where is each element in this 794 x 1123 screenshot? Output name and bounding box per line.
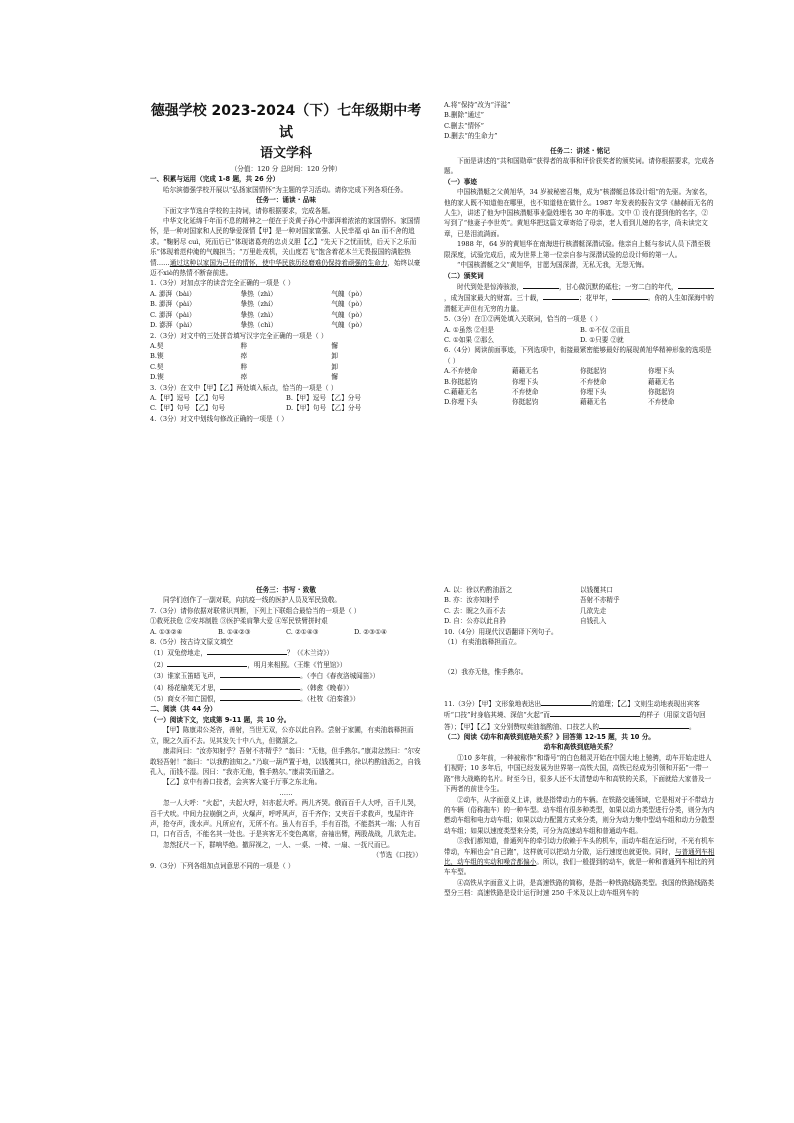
- option-line[interactable]: D.删去“的生命力”: [444, 132, 498, 141]
- option-row[interactable]: [150, 393, 422, 403]
- exam-subject: 语文学科: [259, 146, 312, 161]
- award-text: ；花甲年，: [578, 294, 612, 303]
- option-cell: D.你埋下头: [444, 398, 478, 407]
- option-cell: C.契: [150, 362, 164, 371]
- task-heading: 任务一：诵读 · 品味: [256, 196, 316, 205]
- story-paragraph: 1988 年，64 岁的黄旭华在南海进行核潜艇深潜试验。他亲自上艇与参试人员下潜至极限深度，试验完成后，成为世界上第一位亲自参与深潜试验的总设计师的第一人。: [444, 240, 711, 259]
- task-intro: 同学们创作了一副对联，向抗疫一线的医护人员及军民致敬。: [163, 596, 342, 605]
- sub-heading: （二）颁奖词: [444, 271, 484, 280]
- sub-heading: （一）阅读下文，完成第 9-11 题，共 10 分。: [150, 715, 291, 724]
- option-cell: 你挺起钧: [648, 387, 675, 396]
- option-cell: 你埋下头: [512, 377, 539, 386]
- option-cell: 自钱孔入: [580, 617, 607, 626]
- task-heading: 任务三：书写 · 致敬: [256, 586, 316, 594]
- option-cell: D.【甲】句号 【乙】分号: [286, 404, 362, 413]
- option-row[interactable]: [150, 289, 422, 299]
- fill-blank[interactable]: [167, 659, 247, 667]
- option-cell: 粹: [240, 362, 248, 371]
- classical-paragraph: 【甲】陈康肃公尧咨，善射，当世无双，公亦以此自矜。尝射于家圃，有卖油翁释担而立，睨之久而不去。见其发矢十中八九，但微颔之。: [150, 726, 414, 745]
- option-cell: 挚热（chì）: [240, 321, 278, 330]
- couplet-lines: ①救死扶危 ②安邦制胜 ③医护柔肩擎大爱 ④军民铁臂拼时艰: [150, 617, 328, 626]
- option-cell: B. 澎湃（pài）: [150, 300, 196, 309]
- option-row[interactable]: [150, 362, 422, 372]
- question-3: 3.（3分）在文中【甲】【乙】两处填入标点，恰当的一项是（ ）: [150, 383, 338, 392]
- article-title: 动车和高铁到底啥关系？: [543, 743, 617, 752]
- option-line[interactable]: B.删除“通过”: [444, 111, 485, 120]
- poem-fill-line: [150, 693, 422, 704]
- option-line[interactable]: A.将“保持”改为“洋溢”: [444, 101, 511, 109]
- question-text: 的道理；【乙】文则生动地表现出宾客听“口技”时身临其境、深信“火起”而: [444, 699, 700, 720]
- fill-blank[interactable]: [220, 670, 300, 678]
- passage-end: ，始终以豪迈不xiè的热情不断奋前进。: [150, 258, 421, 278]
- article-paragraph: ②动车，从字面意义上讲，就是指带动力的车辆。在铁路交通领域，它是相对于不带动力的车辆（俗称拖车）的一种车型。动车组有很多种类型，如果以动力类型进行分类，则分为内燃动车组和电力动车组；如果以动力配置方式来分类，则分为动力集中型动车组和动力分散型动车组；如果以速度类型来分类，可分为高速动车组和普通动车组。: [444, 795, 715, 835]
- award-text: 时代到处是惊涛骇浪，: [457, 282, 523, 291]
- source-note: （节选《口技》）: [372, 851, 422, 860]
- option-cell: A. ①③②④: [150, 627, 183, 636]
- question-5: 5.（3分）在①②两处填入关联词，恰当的一项是（ ）: [444, 315, 602, 324]
- exam-title: 德强学校 2023-2024（下）七年级期中考试: [150, 103, 422, 141]
- classical-paragraph: 【乙】京中有善口技者，会宾客大宴于厅事之东北角。: [163, 778, 322, 787]
- poem-text: ？（《木兰诗》）: [286, 649, 334, 658]
- poem-text: 。（杜牧《泊秦淮》）: [300, 695, 360, 704]
- question-11: [444, 698, 716, 732]
- question-1: 1.（3分）对加点字的读音完全正确的一项是（ ）: [150, 279, 295, 288]
- option-cell: 你埋下头: [648, 367, 675, 376]
- option-row[interactable]: [444, 377, 716, 387]
- option-cell: A. 以：徐以杓酌油沥之: [444, 586, 513, 594]
- option-row[interactable]: [444, 387, 716, 397]
- classical-paragraph: 康肃问曰：“汝亦知射乎？吾射不亦精乎？”翁曰：“无他，但手熟尔。”康肃忿然曰：“尔安敢轻吾射！”翁曰：“以我酌油知之。”乃取一葫芦置于地，以钱覆其口，徐以杓酌油沥之，自钱孔入，而钱不湿。因曰：“我亦无他，惟手熟尔。”康肃笑而遣之。: [150, 747, 421, 776]
- left-bottom-column: [150, 585, 422, 871]
- option-cell: C. ①如果 ②那么: [444, 335, 494, 344]
- fill-blank[interactable]: [599, 721, 689, 729]
- option-cell: 挚热（zhì）: [240, 289, 277, 298]
- right-bottom-column: [444, 585, 716, 899]
- option-row[interactable]: [150, 310, 422, 320]
- article-paragraph: [444, 836, 716, 878]
- option-row[interactable]: [150, 320, 422, 330]
- question-9: 9.（3分）下列各组加点词意思不同的一项是（ ）: [150, 861, 295, 870]
- option-cell: 挚热（zhì）: [240, 310, 277, 319]
- classical-paragraph: 忽然抚尺一下，群响毕绝。撤屏视之，一人、一桌、一椅、一扇、一抚尺而已。: [163, 840, 394, 849]
- sub-heading: （二）阅读《动车和高铁到底啥关系？》回答第 12-15 题，共 10 分。: [444, 733, 655, 742]
- answer-space[interactable]: [444, 678, 716, 698]
- option-cell: 你埋下头: [580, 387, 607, 396]
- option-cell: 气魄（pò）: [331, 310, 366, 319]
- fill-blank[interactable]: [207, 647, 287, 655]
- option-cell: 你挺起钧: [512, 398, 539, 407]
- option-row[interactable]: [150, 341, 422, 351]
- option-cell: B. ①④②③: [218, 627, 251, 636]
- fill-blank[interactable]: [612, 292, 648, 300]
- option-row[interactable]: [150, 403, 422, 413]
- poem-fill-line: [150, 682, 422, 693]
- story-paragraph: “中国核潜艇之父”黄旭华，甘愿为国深潜，无私无我，无怨无悔。: [457, 261, 649, 270]
- left-top-column: [150, 100, 422, 424]
- section-heading: 二、阅读（共 44 分）: [150, 705, 217, 714]
- option-cell: 不弃使命: [580, 377, 607, 386]
- fill-blank[interactable]: [541, 698, 591, 706]
- option-cell: 以钱覆其口: [580, 586, 613, 594]
- option-cell: B.你挺起钧: [444, 377, 478, 386]
- option-cell: 不弃使命: [648, 398, 675, 407]
- option-cell: B. 亦：汝亦知射乎: [444, 596, 500, 605]
- option-cell: D. 自：公亦以此自矜: [444, 617, 506, 626]
- article-paragraph: ①10 多年前，一种被称作“和谐号”的白色精灵开始在中国大地上驰骋，动车开始走进人们视野；10 多年后，中国已经发展为世界第一高铁大国，高铁已经成为引领和开拓“一带一路”伟大战略的名片。时至今日，很多人还不太清楚动车和高铁的关系，下面就给大家普及一下两者的前世今生。: [444, 753, 712, 794]
- fill-blank[interactable]: [220, 693, 300, 701]
- option-cell: A.契: [150, 341, 164, 350]
- question-2: 2.（3分）对文中的三处拼音填写汉字完全正确的一项是（ ）: [150, 331, 328, 340]
- option-cell: 粹: [240, 341, 248, 350]
- poem-text: 。（李白《春夜洛城闻笛》）: [300, 672, 380, 681]
- option-cell: A. 澎湃（bài）: [150, 289, 196, 298]
- option-row[interactable]: [444, 585, 716, 595]
- award-text: ，成为国家最大的财富。三十载，: [444, 294, 543, 303]
- article-paragraph: ④高铁从字面意义上讲，是高速铁路的简称，是指一种铁路线路类型。我国的铁路线路类型分三档：高速铁路是设计运行时速 250 千米及以上动车组列车的: [444, 878, 715, 898]
- option-cell: D. ①只要 ②就: [580, 335, 624, 344]
- option-cell: C. 澎湃（pài）: [150, 310, 196, 319]
- poem-fill-line: [150, 659, 422, 670]
- option-cell: 你挺起钧: [580, 367, 607, 376]
- question-text: 11.（3分）【甲】文形象地表达出: [444, 699, 542, 708]
- option-cell: 藉藉无名: [648, 377, 675, 386]
- exam-meta: （分值：120 分 总时间：120 分钟）: [230, 165, 342, 173]
- option-cell: B.锲: [150, 352, 164, 361]
- option-cell: 瘁: [240, 373, 248, 382]
- right-top-column: [444, 100, 716, 408]
- option-cell: 藉藉无名: [580, 398, 607, 407]
- poem-fill-line: [150, 670, 422, 681]
- option-cell: A.【甲】逗号 【乙】句号: [150, 393, 225, 402]
- underlined-sentence: 通过这种以家国为己任的情怀，使中华民族历经磨难仍保持着顽强的生命力: [169, 258, 388, 267]
- poem-text: ，明月来相照。（王维《竹里馆》）: [247, 660, 347, 669]
- option-row[interactable]: [444, 595, 716, 605]
- poem-text: （4）杨花榆荚无才思，: [150, 683, 221, 692]
- option-cell: 吾射不亦精乎: [580, 596, 620, 605]
- option-cell: D. ②③①④: [354, 627, 387, 636]
- passage-main: 中华文化延绵千年而不息的精神之一便在于炎黄子孙心中澎湃着浓浓的家国情怀。家国情怀，是一种对国家和人民的挚爱深情【甲】是一种对国家富强、人民幸福 qì ān 而不舍的追求。“鞠躬尽 cuì，死而后已”体现诸葛亮的忠贞义胆【乙】“先天下之忧而忧，后天下之乐而乐”体现着范仲淹的气魄担当；“万里赴戎机，关山度若飞”饱含着花木兰无畏报国的满腔热情……: [150, 217, 421, 267]
- option-cell: A. ①虽然 ②但是: [444, 325, 494, 334]
- fill-blank[interactable]: [543, 292, 579, 300]
- option-row[interactable]: [444, 325, 716, 335]
- question-text: 。: [688, 722, 696, 731]
- question-8: 8.（5分）按古诗文原文填空: [150, 638, 234, 647]
- classical-paragraph: 忽一人大呼：“火起”，夫起大呼，妇亦起大呼。两儿齐哭。俄而百千人大呼，百千儿哭，百千犬吠。中间力拉崩倒之声，火爆声，呼呼风声，百千齐作；又夹百千求救声，曳屋许许声，抢夺声，泼水声。凡所应有，无所不有。虽人有百手，手有百指，不能指其一端；人有百口，口有百舌，不能名其一处也。于是宾客无不变色离席，奋袖出臂，两股战战，几欲先走。: [150, 799, 421, 839]
- option-row[interactable]: [444, 606, 716, 616]
- option-row[interactable]: [444, 335, 716, 345]
- passage-text: [150, 216, 422, 278]
- option-cell: D.锲: [150, 373, 164, 382]
- fill-blank[interactable]: [220, 682, 300, 690]
- option-row[interactable]: [150, 627, 422, 637]
- option-cell: 气魄（pò）: [331, 321, 366, 330]
- option-cell: B. ①不仅 ②而且: [580, 325, 631, 334]
- option-row[interactable]: [444, 366, 716, 376]
- option-cell: C.藉藉无名: [444, 387, 478, 396]
- option-cell: 瘁: [240, 352, 248, 361]
- option-cell: 几欲先走: [580, 606, 607, 615]
- option-cell: 卸: [331, 362, 338, 371]
- article-text: 。所以，我们一般提到的动车，就是一种和普通列车相比的列车车型。: [444, 857, 715, 877]
- option-cell: 藉藉无名: [512, 367, 539, 376]
- option-cell: 气魄（pò）: [331, 300, 366, 309]
- task-intro: 下面文字节选自学校的主持词，请你根据要求，完成各题。: [163, 206, 335, 215]
- fill-blank[interactable]: [523, 281, 559, 289]
- poem-fill-line: [150, 647, 422, 658]
- poem-text: 。（韩愈《晚春》）: [300, 683, 353, 692]
- option-cell: A.不弃使命: [444, 367, 478, 376]
- poem-text: （5）商女不知亡国恨，: [150, 695, 221, 704]
- award-text: 。你的人生如深海中的潜艇无声但有无穷的力量。: [444, 294, 714, 313]
- task-intro: 下面是讲述的“共和国勋章”获得者的故事和评价获奖者的颁奖词。请你根据要求，完成各题。: [444, 157, 715, 176]
- option-row[interactable]: [150, 299, 422, 309]
- answer-space[interactable]: [444, 647, 716, 667]
- option-row[interactable]: [150, 372, 422, 382]
- fill-blank[interactable]: [550, 709, 640, 717]
- option-row[interactable]: [444, 616, 716, 626]
- option-line[interactable]: C.删去“情怀”: [444, 121, 485, 130]
- section-heading: 一、积累与运用（完成 1-8 题，共 26 分）: [150, 175, 280, 184]
- option-row[interactable]: [150, 351, 422, 361]
- question-10: 10.（4分）用现代汉语翻译下列句子。: [444, 627, 558, 636]
- question-7: 7.（3分）请你依据对联常识判断，下列上下联组合最恰当的一项是（ ）: [150, 606, 361, 615]
- question-4: 4.（3分）对文中划线句修改正确的一项是（ ）: [150, 414, 288, 423]
- option-cell: C. ②①④③: [286, 627, 319, 636]
- option-cell: C.【甲】句号 【乙】句号: [150, 404, 225, 413]
- award-text: ，甘心做沉默的砥柱；一穷二白的年代，: [558, 282, 678, 291]
- poem-text: （2）: [150, 660, 168, 669]
- option-cell: 挚热（zhí）: [240, 300, 277, 309]
- underlined-sentence: 与普通列车相比，动车组的实动和噪音都偏小: [444, 847, 715, 866]
- sub-heading: （一）事迹: [444, 177, 477, 186]
- option-cell: 懈: [331, 341, 338, 350]
- poem-text: （1）双兔傍地走，: [150, 649, 207, 658]
- option-cell: 气魄（pò）: [331, 289, 366, 298]
- fill-blank[interactable]: [678, 281, 714, 289]
- intro-text: 哈尔滨德强学校开展以“弘扬家国情怀”为主题的学习活动。请你完成下列各项任务。: [163, 185, 408, 194]
- option-cell: C. 去：睨之久而不去: [444, 606, 506, 615]
- option-cell: D. 澎湃（pài）: [150, 321, 196, 330]
- option-cell: B.【甲】逗号 【乙】分号: [286, 393, 361, 402]
- option-cell: 懈: [331, 373, 338, 382]
- translate-item: （2）我亦无他，惟手熟尔。: [444, 668, 528, 677]
- option-cell: 不弃使命: [512, 387, 539, 396]
- award-paragraph: [444, 281, 716, 314]
- translate-item: （1）有卖油翁释担而立。: [444, 638, 521, 647]
- option-row[interactable]: [444, 397, 716, 407]
- ellipsis: ……: [279, 788, 293, 797]
- article-text: ③我们都知道，普通列车的牵引动力依赖于车头的机车，而动车组在运行时，不光有机车带动，车厢也会“自己跑”，这样就可以把动力分散，运行速度也就更快。同时，: [444, 837, 715, 856]
- story-paragraph: 中国核潜艇之父黄旭华，34 岁被秘密召集，成为“核潜艇总体设计组”的先驱。为家名，他的家人既不知道他在哪里，也不知道他在做什么。1987 年发表的报告文学《赫赫而无名的人生》，讲述了他为中国核潜艇事业隐姓埋名 30 年的事迹。文中 ① 没有提到他的名字，② 写到了“他妻子李世英”。黄旭华把这篇文章寄给了母亲，老人看到儿媳的名字，尚未读完文章，已是泪流满面。: [444, 188, 714, 238]
- poem-text: （3）谁家玉笛暗飞声，: [150, 672, 221, 681]
- question-6: 6.（4分）阅读前面事迹，下列选项中，衔接最紧密能够最好的展现黄旭华精神形象的选项是（ ）: [444, 346, 712, 365]
- question-text: 的样子（用原文语句回答）；【甲】【乙】文分别赞叹卖油翁酌油、口技艺人的: [444, 711, 706, 731]
- task-heading: 任务二：讲述 · 铭记: [550, 146, 610, 155]
- option-cell: 卸: [331, 352, 338, 361]
